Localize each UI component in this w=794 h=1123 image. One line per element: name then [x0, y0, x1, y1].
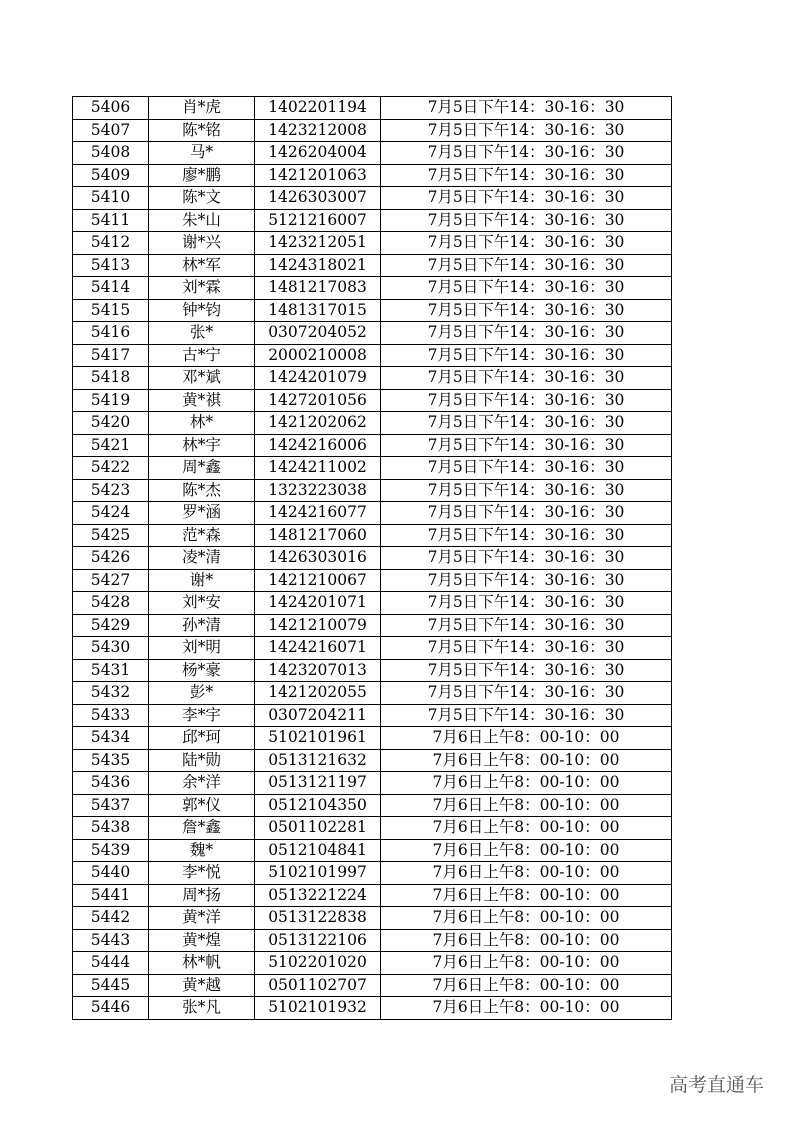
name-cell: 余*洋 [149, 772, 255, 795]
exam-time-cell: 7月6日上午8：00-10：00 [381, 862, 672, 885]
name-cell: 朱*山 [149, 209, 255, 232]
name-cell: 詹*鑫 [149, 817, 255, 840]
id-number-cell: 1481217060 [255, 524, 381, 547]
table-row [73, 322, 672, 345]
name-cell: 谢*兴 [149, 232, 255, 255]
seat-number-cell: 5436 [73, 772, 149, 795]
id-number-cell: 1424211002 [255, 457, 381, 480]
seat-number-cell: 5441 [73, 884, 149, 907]
id-number-cell: 1421201063 [255, 164, 381, 187]
table-row [73, 434, 672, 457]
table-row [73, 974, 672, 997]
name-cell: 林*宇 [149, 434, 255, 457]
exam-time-cell: 7月6日上午8：00-10：00 [381, 907, 672, 930]
name-cell: 彭* [149, 682, 255, 705]
name-cell: 陈*文 [149, 187, 255, 210]
table-row [73, 862, 672, 885]
id-number-cell: 1402201194 [255, 97, 381, 120]
table-row [73, 457, 672, 480]
seat-number-cell: 5424 [73, 502, 149, 525]
schedule-table [72, 96, 672, 1020]
seat-number-cell: 5422 [73, 457, 149, 480]
id-number-cell: 1423212008 [255, 119, 381, 142]
name-cell: 郭*仪 [149, 794, 255, 817]
exam-time-cell: 7月5日下午14：30-16：30 [381, 434, 672, 457]
id-number-cell: 1421202062 [255, 412, 381, 435]
seat-number-cell: 5439 [73, 839, 149, 862]
seat-number-cell: 5444 [73, 952, 149, 975]
seat-number-cell: 5408 [73, 142, 149, 165]
id-number-cell: 0512104841 [255, 839, 381, 862]
exam-time-cell: 7月5日下午14：30-16：30 [381, 232, 672, 255]
seat-number-cell: 5430 [73, 637, 149, 660]
id-number-cell: 0513122106 [255, 929, 381, 952]
id-number-cell: 1426303007 [255, 187, 381, 210]
exam-time-cell: 7月5日下午14：30-16：30 [381, 142, 672, 165]
seat-number-cell: 5437 [73, 794, 149, 817]
exam-time-cell: 7月5日下午14：30-16：30 [381, 704, 672, 727]
table-row [73, 907, 672, 930]
exam-time-cell: 7月5日下午14：30-16：30 [381, 299, 672, 322]
seat-number-cell: 5428 [73, 592, 149, 615]
table-row [73, 839, 672, 862]
table-row [73, 614, 672, 637]
table-row [73, 187, 672, 210]
id-number-cell: 1426303016 [255, 547, 381, 570]
name-cell: 林*军 [149, 254, 255, 277]
seat-number-cell: 5434 [73, 727, 149, 750]
seat-number-cell: 5415 [73, 299, 149, 322]
name-cell: 廖*鹏 [149, 164, 255, 187]
name-cell: 杨*豪 [149, 659, 255, 682]
table-row [73, 277, 672, 300]
id-number-cell: 5102201020 [255, 952, 381, 975]
exam-time-cell: 7月6日上午8：00-10：00 [381, 929, 672, 952]
exam-time-cell: 7月5日下午14：30-16：30 [381, 637, 672, 660]
exam-time-cell: 7月5日下午14：30-16：30 [381, 614, 672, 637]
id-number-cell: 1481217083 [255, 277, 381, 300]
seat-number-cell: 5443 [73, 929, 149, 952]
exam-time-cell: 7月5日下午14：30-16：30 [381, 682, 672, 705]
seat-number-cell: 5446 [73, 997, 149, 1020]
id-number-cell: 1424216006 [255, 434, 381, 457]
seat-number-cell: 5421 [73, 434, 149, 457]
seat-number-cell: 5427 [73, 569, 149, 592]
table-row [73, 592, 672, 615]
exam-time-cell: 7月5日下午14：30-16：30 [381, 569, 672, 592]
id-number-cell: 1424216071 [255, 637, 381, 660]
name-cell: 孙*清 [149, 614, 255, 637]
seat-number-cell: 5432 [73, 682, 149, 705]
exam-time-cell: 7月6日上午8：00-10：00 [381, 952, 672, 975]
seat-number-cell: 5413 [73, 254, 149, 277]
id-number-cell: 1421210067 [255, 569, 381, 592]
seat-number-cell: 5419 [73, 389, 149, 412]
name-cell: 肖*虎 [149, 97, 255, 120]
table-row [73, 952, 672, 975]
seat-number-cell: 5429 [73, 614, 149, 637]
id-number-cell: 0513121197 [255, 772, 381, 795]
exam-time-cell: 7月5日下午14：30-16：30 [381, 187, 672, 210]
id-number-cell: 5102101961 [255, 727, 381, 750]
id-number-cell: 2000210008 [255, 344, 381, 367]
watermark-text: 高考直通车 [668, 1074, 764, 1096]
seat-number-cell: 5420 [73, 412, 149, 435]
exam-time-cell: 7月6日上午8：00-10：00 [381, 974, 672, 997]
id-number-cell: 1423212051 [255, 232, 381, 255]
name-cell: 陈*铭 [149, 119, 255, 142]
name-cell: 周*扬 [149, 884, 255, 907]
exam-time-cell: 7月6日上午8：00-10：00 [381, 884, 672, 907]
name-cell: 黄*煌 [149, 929, 255, 952]
table-row [73, 119, 672, 142]
name-cell: 张* [149, 322, 255, 345]
id-number-cell: 0512104350 [255, 794, 381, 817]
table-row [73, 232, 672, 255]
seat-number-cell: 5407 [73, 119, 149, 142]
seat-number-cell: 5442 [73, 907, 149, 930]
exam-time-cell: 7月6日上午8：00-10：00 [381, 727, 672, 750]
seat-number-cell: 5409 [73, 164, 149, 187]
table-row [73, 524, 672, 547]
exam-time-cell: 7月6日上午8：00-10：00 [381, 817, 672, 840]
exam-time-cell: 7月5日下午14：30-16：30 [381, 389, 672, 412]
exam-time-cell: 7月5日下午14：30-16：30 [381, 479, 672, 502]
seat-number-cell: 5406 [73, 97, 149, 120]
id-number-cell: 0513121632 [255, 749, 381, 772]
table-row [73, 659, 672, 682]
id-number-cell: 0513122838 [255, 907, 381, 930]
exam-time-cell: 7月6日上午8：00-10：00 [381, 749, 672, 772]
table-row [73, 254, 672, 277]
table-row [73, 727, 672, 750]
table-row [73, 884, 672, 907]
exam-time-cell: 7月6日上午8：00-10：00 [381, 794, 672, 817]
id-number-cell: 5102101997 [255, 862, 381, 885]
exam-time-cell: 7月5日下午14：30-16：30 [381, 164, 672, 187]
name-cell: 黄*洋 [149, 907, 255, 930]
id-number-cell: 1424201071 [255, 592, 381, 615]
table-row [73, 389, 672, 412]
name-cell: 黄*祺 [149, 389, 255, 412]
exam-time-cell: 7月5日下午14：30-16：30 [381, 344, 672, 367]
seat-number-cell: 5431 [73, 659, 149, 682]
exam-time-cell: 7月6日上午8：00-10：00 [381, 997, 672, 1020]
name-cell: 范*森 [149, 524, 255, 547]
exam-time-cell: 7月5日下午14：30-16：30 [381, 412, 672, 435]
name-cell: 林*帆 [149, 952, 255, 975]
exam-time-cell: 7月5日下午14：30-16：30 [381, 209, 672, 232]
seat-number-cell: 5414 [73, 277, 149, 300]
id-number-cell: 1423207013 [255, 659, 381, 682]
table-row [73, 817, 672, 840]
name-cell: 黄*越 [149, 974, 255, 997]
id-number-cell: 0513221224 [255, 884, 381, 907]
name-cell: 陆*勋 [149, 749, 255, 772]
table-row [73, 412, 672, 435]
exam-time-cell: 7月5日下午14：30-16：30 [381, 277, 672, 300]
id-number-cell: 5102101932 [255, 997, 381, 1020]
exam-time-cell: 7月6日上午8：00-10：00 [381, 839, 672, 862]
seat-number-cell: 5440 [73, 862, 149, 885]
name-cell: 罗*涵 [149, 502, 255, 525]
id-number-cell: 1427201056 [255, 389, 381, 412]
name-cell: 马* [149, 142, 255, 165]
name-cell: 邱*珂 [149, 727, 255, 750]
table-row [73, 682, 672, 705]
table-row [73, 772, 672, 795]
id-number-cell: 1424201079 [255, 367, 381, 390]
name-cell: 凌*清 [149, 547, 255, 570]
name-cell: 李*宇 [149, 704, 255, 727]
seat-number-cell: 5425 [73, 524, 149, 547]
seat-number-cell: 5426 [73, 547, 149, 570]
name-cell: 魏* [149, 839, 255, 862]
seat-number-cell: 5433 [73, 704, 149, 727]
id-number-cell: 0501102281 [255, 817, 381, 840]
table-row [73, 142, 672, 165]
id-number-cell: 0307204052 [255, 322, 381, 345]
name-cell: 古*宁 [149, 344, 255, 367]
seat-number-cell: 5423 [73, 479, 149, 502]
schedule-table-body [73, 97, 672, 1020]
table-row [73, 749, 672, 772]
exam-time-cell: 7月5日下午14：30-16：30 [381, 322, 672, 345]
seat-number-cell: 5445 [73, 974, 149, 997]
table-row [73, 299, 672, 322]
name-cell: 钟*钧 [149, 299, 255, 322]
seat-number-cell: 5438 [73, 817, 149, 840]
exam-time-cell: 7月5日下午14：30-16：30 [381, 547, 672, 570]
seat-number-cell: 5418 [73, 367, 149, 390]
id-number-cell: 1424318021 [255, 254, 381, 277]
table-row [73, 344, 672, 367]
seat-number-cell: 5435 [73, 749, 149, 772]
id-number-cell: 1421202055 [255, 682, 381, 705]
id-number-cell: 1426204004 [255, 142, 381, 165]
exam-time-cell: 7月5日下午14：30-16：30 [381, 367, 672, 390]
table-row [73, 547, 672, 570]
table-row [73, 479, 672, 502]
exam-time-cell: 7月5日下午14：30-16：30 [381, 254, 672, 277]
id-number-cell: 0501102707 [255, 974, 381, 997]
exam-time-cell: 7月5日下午14：30-16：30 [381, 97, 672, 120]
id-number-cell: 5121216007 [255, 209, 381, 232]
seat-number-cell: 5416 [73, 322, 149, 345]
table-row [73, 637, 672, 660]
table-row [73, 502, 672, 525]
id-number-cell: 1421210079 [255, 614, 381, 637]
table-row [73, 367, 672, 390]
name-cell: 刘*安 [149, 592, 255, 615]
exam-time-cell: 7月5日下午14：30-16：30 [381, 502, 672, 525]
exam-time-cell: 7月5日下午14：30-16：30 [381, 524, 672, 547]
seat-number-cell: 5411 [73, 209, 149, 232]
name-cell: 刘*霖 [149, 277, 255, 300]
exam-time-cell: 7月5日下午14：30-16：30 [381, 119, 672, 142]
table-row [73, 209, 672, 232]
exam-time-cell: 7月6日上午8：00-10：00 [381, 772, 672, 795]
table-row [73, 929, 672, 952]
name-cell: 李*悦 [149, 862, 255, 885]
table-row [73, 997, 672, 1020]
exam-time-cell: 7月5日下午14：30-16：30 [381, 457, 672, 480]
name-cell: 刘*明 [149, 637, 255, 660]
name-cell: 邓*斌 [149, 367, 255, 390]
exam-time-cell: 7月5日下午14：30-16：30 [381, 592, 672, 615]
name-cell: 谢* [149, 569, 255, 592]
id-number-cell: 1424216077 [255, 502, 381, 525]
id-number-cell: 1323223038 [255, 479, 381, 502]
table-row [73, 569, 672, 592]
id-number-cell: 1481317015 [255, 299, 381, 322]
seat-number-cell: 5417 [73, 344, 149, 367]
table-row [73, 97, 672, 120]
name-cell: 陈*杰 [149, 479, 255, 502]
name-cell: 张*凡 [149, 997, 255, 1020]
table-row [73, 704, 672, 727]
name-cell: 林* [149, 412, 255, 435]
seat-number-cell: 5412 [73, 232, 149, 255]
table-row [73, 794, 672, 817]
exam-time-cell: 7月5日下午14：30-16：30 [381, 659, 672, 682]
seat-number-cell: 5410 [73, 187, 149, 210]
name-cell: 周*鑫 [149, 457, 255, 480]
id-number-cell: 0307204211 [255, 704, 381, 727]
table-row [73, 164, 672, 187]
